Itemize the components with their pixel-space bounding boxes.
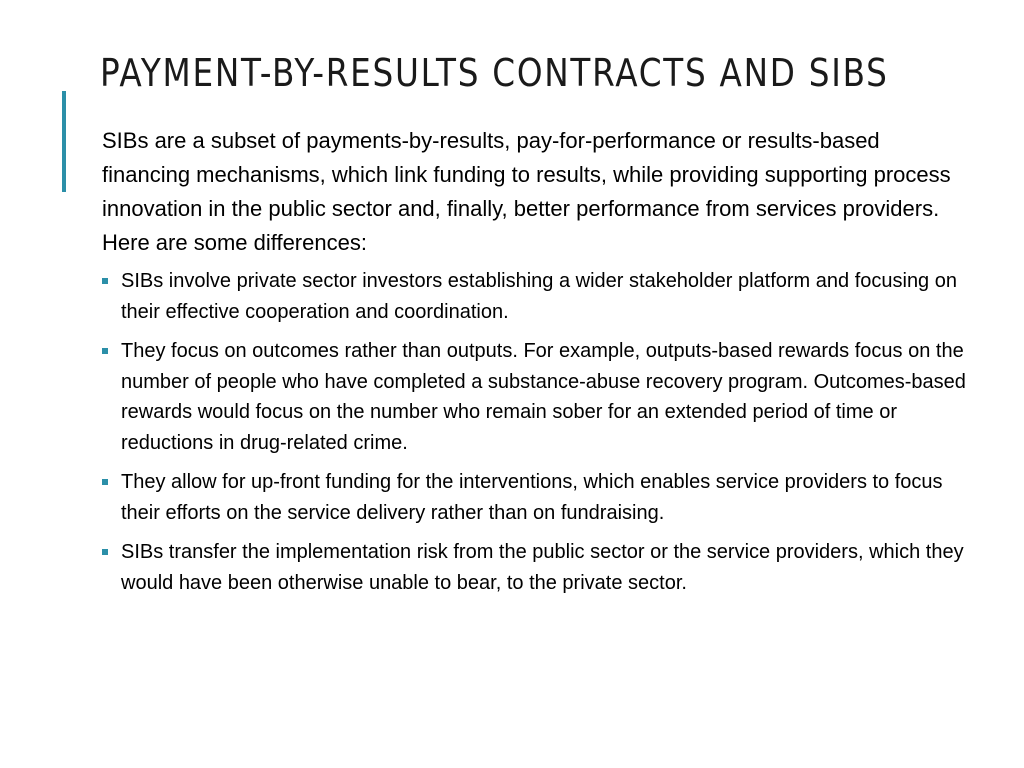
slide-body	[102, 124, 972, 607]
bullet-list	[102, 266, 972, 598]
bullet-item	[102, 336, 972, 458]
square-bullet-icon	[102, 348, 108, 354]
bullet-item	[102, 266, 972, 327]
slide-title: PAYMENT-BY-RESULTS CONTRACTS AND SIBS	[100, 51, 889, 95]
bullet-item	[102, 467, 972, 528]
accent-bar	[62, 91, 66, 192]
square-bullet-icon	[102, 479, 108, 485]
bullet-text: They allow for up-front funding for the interventions, which enables service providers to focus their efforts on the service delivery rather than on fundraising.	[121, 471, 943, 524]
bullet-text: SIBs involve private sector investors establishing a wider stakeholder platform and focusing on their effective cooperation and coordination.	[121, 270, 957, 323]
bullet-text: SIBs transfer the implementation risk from the public sector or the service providers, which they would have been otherwise unable to bear, to the private sector.	[121, 541, 964, 594]
square-bullet-icon	[102, 278, 108, 284]
bullet-text: They focus on outcomes rather than outputs. For example, outputs-based rewards focus on the number of people who have completed a substance-abuse recovery program. Outcomes-based rewards would focus on the number who remain sober for an extended period of time or reductions in drug-related crime.	[121, 340, 966, 454]
square-bullet-icon	[102, 549, 108, 555]
bullet-item	[102, 537, 972, 598]
intro-paragraph: SIBs are a subset of payments-by-results, pay-for-performance or results-based financing mechanisms, which link funding to results, while providing supporting process innovation in the public sector and, finally, better performance from services providers. Here are some differences:	[102, 128, 951, 255]
